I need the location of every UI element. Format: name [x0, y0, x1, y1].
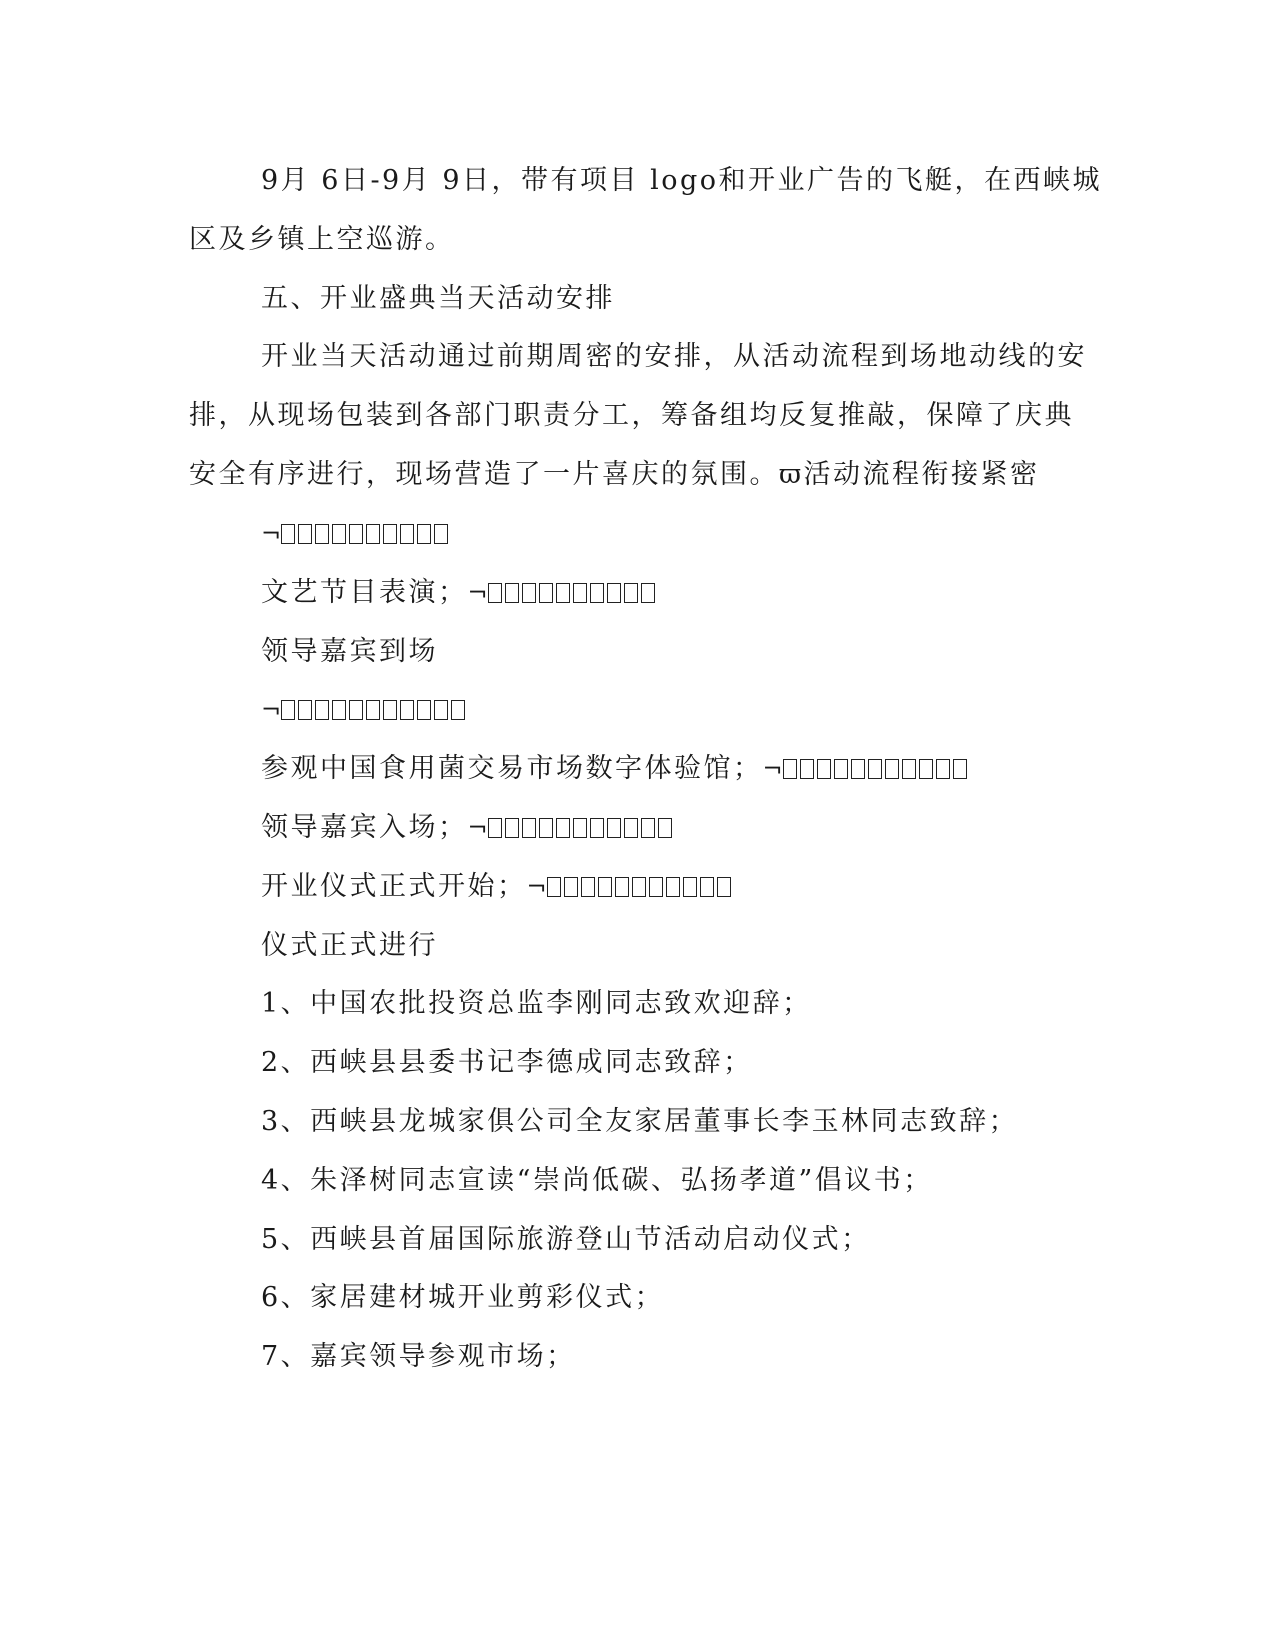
ceremony-start-text: 开业仪式正式开始； — [261, 871, 527, 902]
list-item-4: 4、朱泽树同志宣读“崇尚低碳、弘扬孝道”倡议书； — [261, 1165, 933, 1196]
neg-glyph: ¬ — [526, 873, 547, 901]
neg-glyph: ¬ — [261, 520, 282, 548]
section-heading: 五、开业盛典当天活动安排 — [261, 283, 615, 314]
ceremony-start-line — [261, 870, 734, 904]
paragraph-arrangement-line-3: 安全有序进行，现场营造了一片喜庆的氛围。ϖ活动流程衔接紧密 — [189, 459, 1040, 490]
paragraph-airship-line-2: 区及乡镇上空巡游。 — [189, 224, 455, 255]
missing-glyph-boxes — [547, 871, 734, 902]
missing-glyph-boxes — [783, 753, 970, 784]
neg-glyph: ¬ — [261, 696, 282, 724]
neg-glyph: ¬ — [762, 755, 783, 783]
list-item-2: 2、西峡县县委书记李德成同志致辞； — [261, 1047, 753, 1078]
list-item-5: 5、西峡县首届国际旅游登山节活动启动仪式； — [261, 1224, 871, 1255]
ceremony-proceeds-line: 仪式正式进行 — [261, 930, 438, 961]
program-performance-text: 文艺节目表演； — [261, 577, 468, 608]
program-performance-line — [261, 576, 658, 610]
missing-glyph-boxes — [488, 577, 658, 608]
paragraph-arrangement-line-2: 排，从现场包装到各部门职责分工，筹备组均反复推敲，保障了庆典 — [189, 400, 1074, 431]
missing-glyph-boxes — [281, 694, 468, 725]
guests-arrive-line: 领导嘉宾到场 — [261, 636, 438, 667]
neg-glyph: ¬ — [467, 814, 488, 842]
missing-glyph-boxes — [281, 518, 451, 549]
paragraph-arrangement-line-1: 开业当天活动通过前期周密的安排，从活动流程到场地动线的安 — [261, 341, 1087, 372]
list-item-6: 6、家居建材城开业剪彩仪式； — [261, 1282, 665, 1313]
list-item-7: 7、嘉宾领导参观市场； — [261, 1341, 576, 1372]
garbled-line-2 — [261, 693, 468, 727]
guests-enter-text: 领导嘉宾入场； — [261, 812, 468, 843]
list-item-3: 3、西峡县龙城家俱公司全友家居董事长李玉林同志致辞； — [261, 1106, 1019, 1137]
missing-glyph-boxes — [488, 812, 675, 843]
paragraph-airship-line-1: 9月 6日-9月 9日，带有项目 logo和开业广告的飞艇，在西峡城 — [261, 165, 1103, 196]
neg-glyph: ¬ — [467, 579, 488, 607]
list-item-1: 1、中国农批投资总监李刚同志致欢迎辞； — [261, 988, 812, 1019]
visit-hall-text: 参观中国食用菌交易市场数字体验馆； — [261, 753, 763, 784]
guests-enter-line — [261, 811, 675, 845]
garbled-line-1 — [261, 517, 451, 551]
visit-hall-line — [261, 752, 970, 786]
